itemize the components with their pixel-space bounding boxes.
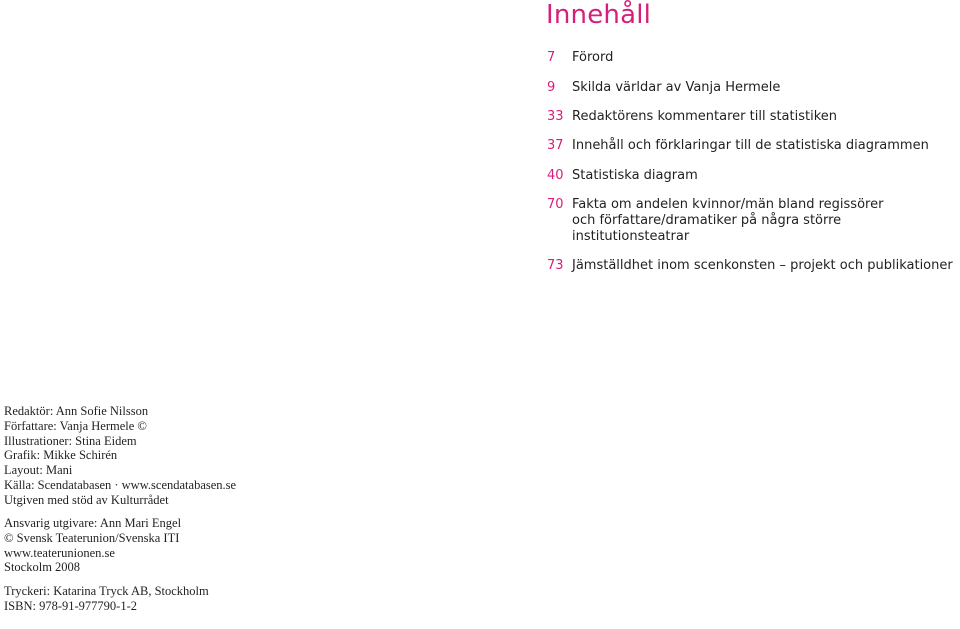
toc-entry-title [572,80,780,96]
toc-entry-line: Statistiska diagram [572,168,698,183]
toc-page-number: 9 [547,80,556,95]
toc-entry [547,258,953,274]
toc-entry-title [572,258,953,274]
spacer [4,508,236,517]
toc-entry [547,168,698,184]
toc-entry [547,109,837,125]
colophon-line: Stockolm 2008 [4,560,81,575]
toc-page-number: 33 [547,109,564,124]
colophon-line: www.teaterunionen.se [4,545,115,560]
toc-page-number: 70 [547,197,564,212]
colophon-line: Källa: Scendatabasen · www.scendatabasen.se [4,477,237,492]
colophon-line: Ansvarig utgivare: Ann Mari Engel [4,516,182,531]
toc-entry-line: institutionsteatrar [572,229,690,244]
toc-entry-line: och författare/dramatiker på några större [572,213,842,228]
toc-entry-line: Redaktörens kommentarer till statistiken [572,109,838,124]
spacer [4,575,236,584]
page-title: Innehåll [546,0,652,30]
toc-page-number: 73 [547,258,564,273]
toc-entry-title [572,50,613,66]
colophon-line: Tryckeri: Katarina Tryck AB, Stockholm [4,583,209,598]
colophon-line: Författare: Vanja Hermele © [4,418,147,433]
toc-page-number: 37 [547,138,564,153]
toc-entry [547,197,883,245]
toc-entry-line: Innehåll och förklaringar till de statistiska diagrammen [572,138,929,153]
toc-entry-title [572,197,883,245]
toc-entry-title [572,168,698,184]
colophon-line: Illustrationer: Stina Eidem [4,433,137,448]
colophon-line: Layout: Mani [4,463,73,478]
toc-entry-line: Förord [572,50,614,65]
colophon-line: Grafik: Mikke Schirén [4,448,118,463]
toc-entry-line: Fakta om andelen kvinnor/män bland regissörer [572,197,884,212]
colophon-line: ISBN: 978-91-977790-1-2 [4,598,137,613]
toc-entry [547,50,613,66]
toc-page-number: 40 [547,168,564,183]
colophon-line: Redaktör: Ann Sofie Nilsson [4,404,149,418]
colophon-line: © Svensk Teaterunion/Svenska ITI [4,530,180,545]
toc-entry-title [572,138,929,154]
toc-entry-title [572,109,837,125]
toc-entry [547,138,929,154]
toc-page-number: 7 [547,50,556,65]
colophon [4,404,236,613]
toc-entry-line: Skilda världar av Vanja Hermele [572,80,781,95]
toc-entry-line: Jämställdhet inom scenkonsten – projekt och publikationer [572,258,953,273]
toc-entry [547,80,780,96]
colophon-line: Utgiven med stöd av Kulturrådet [4,492,169,507]
